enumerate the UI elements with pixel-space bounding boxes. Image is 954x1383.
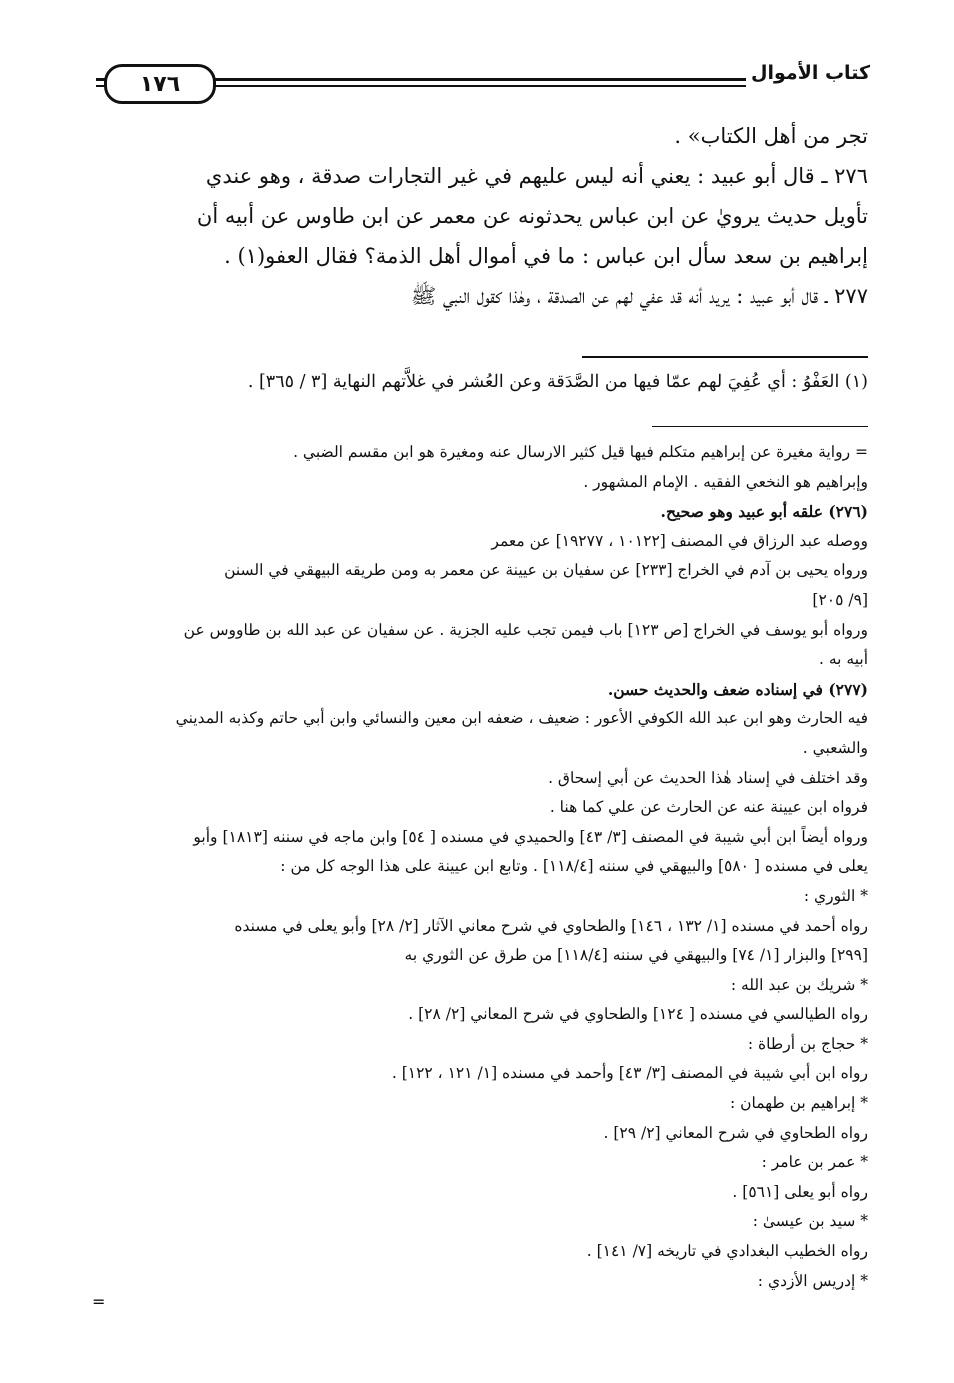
main-line: تأويل حديث يرويٰ عن ابن عباس يحدثونه عن معمر عن ابن طاوس عن أبيه أن bbox=[196, 204, 868, 228]
main-line: إبراهيم بن سعد سأل ابن عباس : ما في أموال أهل الذمة؟ فقال العفو(١) . bbox=[224, 244, 868, 268]
note-line: فرواه ابن عيينة عنه عن الحارث عن علي كما هنا . bbox=[549, 798, 868, 817]
note-line: رواه أبو يعلى [٥٦١] . bbox=[732, 1182, 868, 1201]
note-line: (٢٧٧) في إسناده ضعف والحديث حسن. bbox=[607, 679, 868, 699]
note-line: ورواه أبو يوسف في الخراج [ص ١٢٣] باب فيمن تجب عليه الجزية . عن سفيان عن عبد الله بن طاووس عن bbox=[183, 620, 868, 639]
note-line: رواه الطحاوي في شرح المعاني [٢/ ٢٩] . bbox=[603, 1123, 868, 1142]
note-line: = رواية مغيرة عن إبراهيم متكلم فيها قيل كثير الارسال عنه ومغيرة هو ابن مقسم الضبي . bbox=[293, 443, 868, 461]
note-line: * شريك بن عبد الله : bbox=[730, 975, 868, 994]
note-line: * عمر بن عامر : bbox=[761, 1153, 868, 1172]
note-line: والشعبي . bbox=[802, 738, 868, 757]
note-line: أبيه به . bbox=[818, 650, 868, 669]
main-text bbox=[94, 116, 868, 316]
page-header bbox=[96, 56, 870, 108]
note-line: (٢٧٦) علقه أبو عبيد وهو صحيح. bbox=[660, 502, 868, 522]
main-line: ٢٧٧ ـ قال أبو عبيد : يريد أنه قد عفي لهم عن الصدقة ، وهٰذا كقول النبي ﷺ bbox=[410, 284, 868, 308]
page-number: ١٧٦ bbox=[104, 64, 216, 104]
main-line: ٢٧٦ ـ قال أبو عبيد : يعني أنه ليس عليهم في غير التجارات صدقة ، وهو عندي bbox=[205, 164, 868, 188]
note-line: ورواه يحيى بن آدم في الخراج [٢٣٣] عن سفيان بن عيينة عن معمر به ومن طريقه البيهقي في السنن bbox=[224, 561, 868, 580]
continuation-mark: = bbox=[92, 1292, 106, 1311]
note-line: رواه الطيالسي في مسنده [ ١٢٤] والطحاوي في شرح المعاني [٢/ ٢٨] . bbox=[408, 1005, 868, 1024]
footnote-divider bbox=[582, 356, 868, 358]
note-line: [٩/ ٢٠٥] bbox=[812, 590, 868, 609]
note-line: * إدريس الأزدي : bbox=[757, 1271, 868, 1290]
book-title: كتاب الأموال bbox=[751, 62, 870, 84]
note-line: [٢٩٩] والبزار [١/ ٧٤] والبيهقي في سننه [١١٨/٤] من طرق عن الثوري به bbox=[404, 946, 868, 965]
main-line: تجر من أهل الكتاب» . bbox=[674, 124, 868, 148]
note-line: ورواه أيضاً ابن أبي شيبة في المصنف [٣/ ٤٣] والحميدي في مسنده [ ٥٤] وابن ماجه في سننه [١٨١٣] وأبو bbox=[193, 827, 868, 846]
note-line: وإبراهيم هو النخعي الفقيه . الإمام المشهور . bbox=[583, 472, 868, 491]
note-line: * حجاج بن أرطاة : bbox=[747, 1034, 868, 1053]
note-line: رواه ابن أبي شيبة في المصنف [٣/ ٤٣] وأحمد في مسنده [١/ ١٢١ ، ١٢٢] . bbox=[391, 1064, 868, 1083]
note-line: رواه أحمد في مسنده [١/ ١٣٢ ، ١٤٦] والطحاوي في شرح معاني الآثار [٢/ ٢٨] وأبو يعلى في مسنده bbox=[234, 916, 868, 935]
note-line: رواه الخطيب البغدادي في تاريخه [٧/ ١٤١] . bbox=[586, 1242, 868, 1261]
editor-notes bbox=[94, 438, 868, 1296]
note-line: * إبراهيم بن طهمان : bbox=[730, 1094, 868, 1113]
note-line: وقد اختلف في إسناد هٰذا الحديث عن أبي إسحاق . bbox=[548, 768, 868, 787]
notes-divider bbox=[652, 426, 868, 427]
note-line: يعلى في مسنده [ ٥٨٠] والبيهقي في سننه [١١٨/٤] . وتابع ابن عيينة على هذا الوجه كل من : bbox=[280, 857, 868, 876]
note-line: * الثوري : bbox=[803, 886, 868, 905]
note-line: ووصله عبد الرزاق في المصنف [١٠١٢٢ ، ١٩٢٧٧] عن معمر bbox=[491, 531, 868, 550]
note-line: * سيد بن عيسىٰ : bbox=[752, 1212, 868, 1231]
note-line: فيه الحارث وهو ابن عبد الله الكوفي الأعور : ضعيف ، ضعفه ابن معين والنسائي وابن أبي حاتم وكذبه المديني bbox=[175, 709, 868, 728]
footnote: (١) العَفْوُ : أي عُفِيَ لهم عمّا فيها من الصَّدَقة وعن العُشر في غلاَّتهم النهاية [٣ / ٣٦٥] . bbox=[247, 372, 868, 392]
